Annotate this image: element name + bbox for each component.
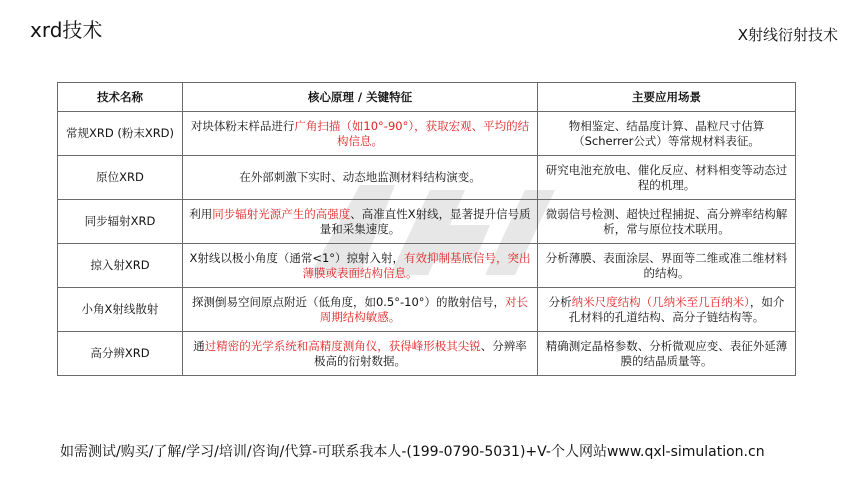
technique-name: 掠入射XRD: [58, 244, 183, 288]
principle-highlight: 对长周期结构敏感。: [319, 294, 529, 324]
contact-footer: 如需测试/购买/了解/学习/培训/咨询/代算-可联系我本人-(199-0790-5031)+V-个人网站www.qxl-simulation.cn: [60, 444, 765, 460]
xrd-table-container: [57, 82, 795, 376]
table-row: [58, 288, 796, 332]
technique-principle: [183, 288, 538, 332]
principle-text: 探测倒易空间原点附近（低角度，如0.5°-10°）的散射信号，: [191, 294, 506, 309]
technique-principle: [183, 332, 538, 376]
table-row: [58, 156, 796, 200]
page-title: xrd技术: [30, 18, 103, 42]
technique-application: 分析薄膜、表面涂层、界面等二维或准二维材料的结构。: [538, 244, 796, 288]
technique-application: 物相鉴定、结晶度计算、晶粒尺寸估算（Scherrer公式）等常规材料表征。: [538, 112, 796, 156]
principle-highlight: 广角扫描（如10°-90°），获取宏观、平均的结构信息。: [294, 118, 530, 148]
technique-application: [538, 288, 796, 332]
column-header-application: 主要应用场景: [538, 83, 796, 112]
technique-application: 精确测定晶格参数、分析微观应变、表征外延薄膜的结晶质量等。: [538, 332, 796, 376]
principle-text: 、分辨率极高的衍射数据。: [314, 338, 527, 368]
principle-text: 、高准直性X射线，显著提升信号质量和采集速度。: [319, 206, 531, 236]
table-row: [58, 200, 796, 244]
technique-name: 常规XRD (粉末XRD): [58, 112, 183, 156]
technique-name: 原位XRD: [58, 156, 183, 200]
principle-text: 对块体粉末样品进行: [190, 118, 295, 133]
page-subtitle: X射线衍射技术: [737, 26, 838, 44]
column-header-principle: 核心原理 / 关键特征: [183, 83, 538, 112]
technique-principle: [183, 200, 538, 244]
technique-principle: [183, 112, 538, 156]
xrd-technique-table: [57, 82, 796, 376]
principle-highlight: 过精密的光学系统和高精度测角仪，获得峰形极其尖锐: [204, 338, 481, 353]
table-row: [58, 112, 796, 156]
principle-highlight: 同步辐射光源产生的高强度: [212, 206, 351, 221]
technique-principle: [183, 244, 538, 288]
technique-application: 微弱信号检测、超快过程捕捉、高分辨率结构解析，常与原位技术联用。: [538, 200, 796, 244]
column-header-name: 技术名称: [58, 83, 183, 112]
technique-name: 高分辨XRD: [58, 332, 183, 376]
technique-principle: [183, 156, 538, 200]
principle-text: 利用: [189, 206, 213, 221]
table-header-row: [58, 83, 796, 112]
application-text: 分析: [548, 294, 572, 309]
technique-name: 小角X射线散射: [58, 288, 183, 332]
technique-application: 研究电池充放电、催化反应、材料相变等动态过程的机理。: [538, 156, 796, 200]
application-highlight: 纳米尺度结构（几纳米至几百纳米）: [571, 294, 750, 309]
principle-text: 通: [193, 338, 205, 353]
table-row: [58, 332, 796, 376]
table-row: [58, 244, 796, 288]
principle-text: 在外部刺激下实时、动态地监测材料结构演变。: [239, 170, 481, 184]
technique-name: 同步辐射XRD: [58, 200, 183, 244]
principle-highlight: 有效抑制基底信号，突出薄膜或表面结构信息。: [302, 250, 531, 280]
application-text: ，如介孔材料的孔道结构、高分子链结构等。: [568, 294, 785, 324]
principle-text: X射线以极小角度（通常<1°）掠射入射，: [189, 250, 405, 265]
